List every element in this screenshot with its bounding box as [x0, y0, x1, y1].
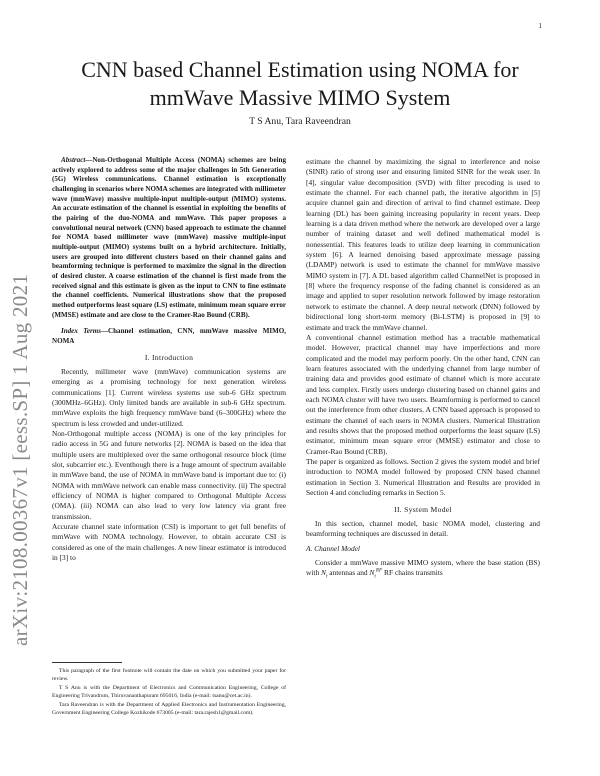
footnote-1: This paragraph of the first footnote will contain the date on which you submitted your paper for review.: [52, 668, 286, 682]
authors: T S Anu, Tara Raveendran: [249, 116, 351, 127]
title-line-2: mmWave Massive MIMO System: [149, 85, 451, 110]
intro-paragraph-1: Recently, millimeter wave (mmWave) communication systems are emerging as a promising technology for next generation wireless communications [1]. Current wireless systems use sub-6 GHz spectrum (300MHz–6GHz). Only limited bands are available in sub-6 GHz spectrum. mmWave exploits the high frequency mmWave band (6–300GHz) where the spectrum is less crowded and under-utilized.: [52, 366, 286, 428]
var-nrf-sub: t: [374, 573, 376, 580]
intro-paragraph-2: Non-Orthogonal multiple access (NOMA) is one of the key principles for radio access in 5G and future networks [2]. NOMA is based on the idea that multiple users are multiplexed over the same orthogonal resource block (time slot, subcarrier etc.). Eventhough there is a huge amount of spectrum available in mmWave band, the use of NOMA in mmWave band is important due to: (i) NOMA with mmWave network can enable mass connectivity. (ii) The spectral efficiency of NOMA is higher compared to Orthogonal Multiple Access (OMA). (iii) NOMA can also lead to very low latency via grant free transmission.: [52, 428, 286, 521]
channel-text-1: Consider a mmWave massive MIMO system, where the base station (BS) with: [306, 557, 540, 578]
channel-text-3: RF chains transmits: [382, 568, 443, 578]
var-nrf-base: N: [369, 568, 375, 578]
var-nt-base: N: [321, 568, 326, 578]
channel-model-paragraph: [306, 558, 540, 579]
abstract: [52, 156, 286, 320]
footnote-2: T S Anu is with the Department of Electronics and Communication Engineering, College of Engineering Trivandrum, Thiruvananthapuram 695016, India (e-mail: tsanu@cet.ac.in).: [52, 685, 286, 699]
arxiv-stamp: arXiv:2108.00367v1 [eess.SP] 1 Aug 2021: [8, 273, 32, 646]
footnote-rule: [52, 662, 122, 663]
var-nt-sub: t: [325, 573, 328, 580]
index-terms-lead: Index Terms: [61, 327, 101, 336]
var-nrf: [369, 567, 383, 580]
right-paragraph-1: estimate the channel by maximizing the signal to interference and noise (SINR) ratio of strong user and ensuring limited SINR for the weak user. In [4], singular value decomposition (SVD) with filter precoding is used to estimate the channel. For each channel path, the iterative algorithm in [5] acquire channel gain and direction of arrival to find channel estimate. Deep learning (DL) has been gaining increasing popularity in recent years. Deep learning is a data driven method where the network are developed over a large number of training dataset and well defined mathematical model is nonessential. This features leads to utilize deep learning in communication system [6]. A learned denoising based approximate message passing (LDAMP) network is used to estimate the channel for mmWave massive MIMO system in [7]. A DL based algorithm called ChannelNet is proposed in [8] where the frequency response of the fading channel is considered as an image and applied to super resolution network followed by image restoration network to estimate the channel. A deep neural network (DNN) followed by bidirectional long short-term memory (Bi-LSTM) is proposed in [9] to estimate and track the mmWave channel.: [306, 157, 540, 332]
right-paragraph-3: The paper is organized as follows. Section 2 gives the system model and brief introduction to NOMA model followed by proposed CNN based channel estimation in Section 3. Numerical Illustration and Results are provided in Section 4 and concluding remarks in Section 5.: [306, 456, 540, 497]
footnotes: [52, 662, 286, 720]
channel-text-2: antennas and: [327, 568, 370, 578]
system-model-paragraph: In this section, channel model, basic NOMA model, clustering and beamforming techniques are discussed in detail.: [306, 518, 540, 539]
right-paragraph-2: A conventional channel estimation method has a tractable mathematical model. However, practical channel may have imperfections and more complicated and the model may perform poorly. On the other hand, CNN can learn features associated with the underlying channel from large number of training data and provides good estimate of channel which is more accurate and less complex. Firstly users undergo clustering based on channel gains and each NOMA cluster will have two users. Beamforming is performed to cancel out the interference from other clusters. A CNN based approach is proposed to estimate the channel of each users in NOMA clusters. Numerical Illustration and results shows that the proposed method outperforms the least square (LS) estimator, minimum mean square error (MMSE) estimator and close to Cramer-Rao Bound (CRB).: [306, 332, 540, 456]
title-line-1: CNN based Channel Estimation using NOMA for: [81, 57, 519, 82]
var-nrf-sup: RF: [375, 567, 383, 574]
section-heading-introduction: I. Introduction: [144, 353, 194, 363]
abstract-body: —Non-Orthogonal Multiple Access (NOMA) schemes are being actively explored to address some of the major challenges in 5th Generation (5G) Wireless communications. Channel estimation is exceptionally challenging in scenarios where NOMA schemes are integrated with millimeter wave (mmWave) massive multiple-input multiple-output (MIMO) systems. An accurate estimation of the channel is essential in exploiting the benefits of the pairing of the duo-NOMA and mmWave. This paper proposes a convolutional neural network (CNN) based approach to estimate the channel for NOMA based millimeter wave (mmWave) massive multiple-input multiple-output (MIMO) systems built on a hybrid architecture. Initially, users are grouped into different clusters based on their channel gains and beamforming technique is performed to maximize the signal in the direction of desired cluster. A coarse estimation of the channel is first made from the received signal and this estimate is given as the input to CNN to fine estimate the channel coefficients. Numerical illustrations show that the proposed method outperforms least square (LS) estimate, minimum mean square error (MMSE) estimate and are close to the Cramer-Rao Bound (CRB).: [52, 156, 287, 319]
index-terms-body: —Channel estimation, CNN, mmWave massive MIMO, NOMA: [52, 327, 286, 345]
paper-title: [52, 56, 548, 112]
right-column: [306, 157, 540, 578]
page-number: 1: [538, 22, 542, 30]
footnote-3: Tara Raveendran is with the Department of Applied Electronics and Instrumentation Engineering, Government Engineering College Kozhikode 673005 (e-mail: tara.rajesh1@gmail.com).: [52, 702, 286, 716]
left-column: [52, 156, 286, 563]
section-heading-system-model: II. System Model: [394, 505, 452, 515]
abstract-lead: Abstract: [61, 156, 86, 164]
subsection-heading-channel-model: A. Channel Model: [306, 544, 360, 554]
index-terms: [52, 327, 286, 346]
intro-paragraph-3: Accurate channel state information (CSI) is important to get full benefits of mmWave with NOMA technology. However, to obtain accurate CSI is considered as one of the main challenges. A new linear estimator is introduced in [3] to: [52, 521, 286, 562]
